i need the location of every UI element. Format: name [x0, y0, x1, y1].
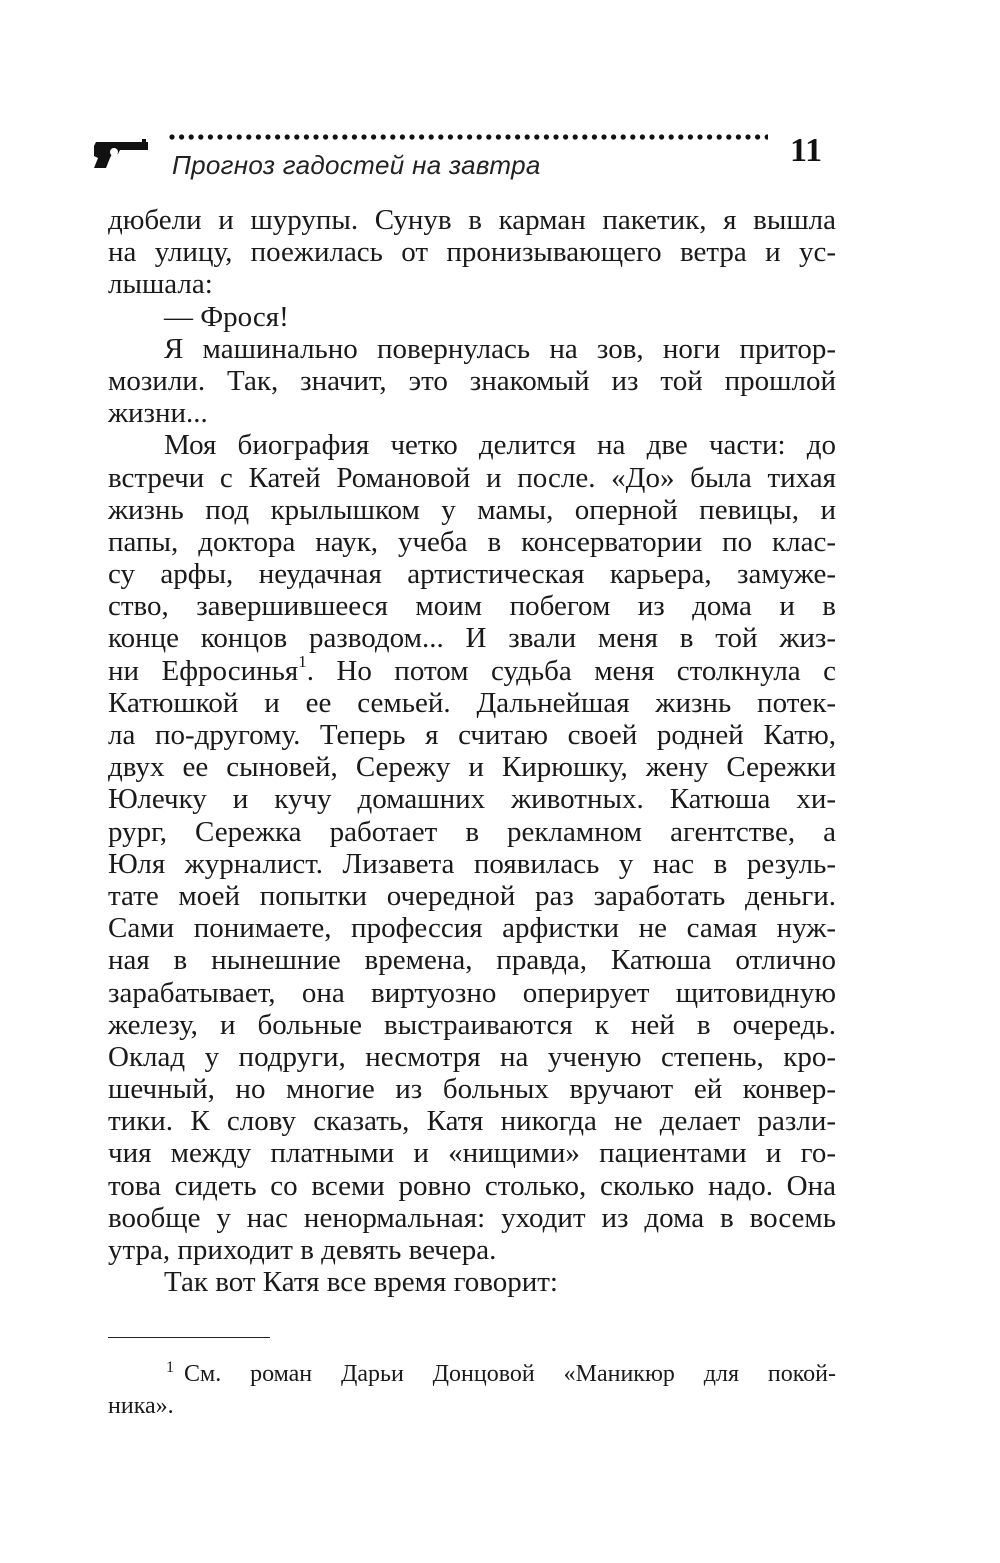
rule-dot: [429, 134, 434, 139]
rule-dot: [745, 134, 750, 139]
text-line: папы, доктора наук, учеба в консерватории по клас-: [108, 525, 836, 558]
rule-dot: [265, 134, 270, 139]
rule-dot: [448, 134, 453, 139]
footnote-line: [108, 1358, 836, 1390]
rule-dot: [553, 134, 558, 139]
rule-dot: [352, 134, 357, 139]
text-line: ла по-другому. Теперь я считаю своей родней Катю,: [108, 719, 836, 751]
page-number: 11: [790, 132, 823, 169]
revolver-icon: [90, 138, 152, 170]
text-line: чия между платными и «нищими» пациентами и го-: [108, 1137, 836, 1170]
rule-dot: [573, 134, 578, 139]
rule-dot: [592, 134, 597, 139]
rule-dot: [313, 134, 318, 139]
text-line: жизни...: [108, 397, 208, 430]
rule-dot: [765, 134, 768, 139]
rule-dot: [217, 134, 222, 139]
text-line: на улицу, поежилась от пронизывающего ветра и ус-: [108, 236, 836, 269]
text-line-with-footnote: [108, 651, 836, 687]
rule-dot: [582, 134, 587, 139]
text-line: Я машинально повернулась на зов, ноги притор-: [164, 332, 836, 365]
text-line: дюбели и шурупы. Сунув в карман пакетик, я вышла: [108, 204, 836, 236]
rule-dot: [227, 134, 232, 139]
rule-dot: [342, 134, 347, 139]
rule-dot: [457, 134, 462, 139]
footnote-line: ника».: [108, 1393, 174, 1419]
rule-dot: [640, 134, 645, 139]
rule-dot: [697, 134, 702, 139]
text-line: Так вот Катя все время говорит:: [164, 1266, 558, 1299]
text-line: зарабатывает, она виртуозно оперирует щитовидную: [108, 976, 836, 1009]
rule-dot: [477, 134, 482, 139]
rule-dot: [736, 134, 741, 139]
rule-dot: [189, 134, 194, 139]
text-line: рург, Сережка работает в рекламном агентстве, а: [108, 815, 836, 848]
rule-dot: [294, 134, 299, 139]
text-line: това сидеть со всеми ровно столько, сколько надо. Она: [108, 1169, 836, 1202]
text-line: Юля журналист. Лизавета появилась у нас в резуль-: [108, 847, 836, 880]
text-line: конце концов разводом... И звали меня в той жиз-: [108, 622, 836, 655]
dotted-rule: [168, 130, 768, 144]
rule-dot: [486, 134, 491, 139]
text-line: — Фрося!: [164, 300, 289, 333]
rule-dot: [621, 134, 626, 139]
rule-dot: [630, 134, 635, 139]
text-segment: ни Ефросинья: [108, 654, 299, 687]
text-line: ство, завершившееся моим побегом из дома и в: [108, 590, 836, 623]
running-head: [90, 128, 850, 188]
rule-dot: [438, 134, 443, 139]
rule-dot: [323, 134, 328, 139]
rule-dot: [505, 134, 510, 139]
footnote-mark: 1: [166, 1359, 174, 1376]
text-line: Моя биография четко делится на две части: до: [164, 429, 836, 462]
text-line: железу, и больные выстраиваются к ней в очередь.: [108, 1008, 836, 1041]
main-text: [108, 204, 836, 1298]
text-line: шечный, но многие из больных вручают ей конвер-: [108, 1073, 836, 1106]
text-line: утра, приходит в девять вечера.: [108, 1234, 497, 1266]
rule-dot: [726, 134, 731, 139]
rule-dot: [678, 134, 683, 139]
footnote-reference[interactable]: 1: [298, 651, 307, 671]
text-segment: . Но потом судьба меня столкнула с: [306, 654, 836, 687]
footnote-text: См. роман Дарьи Донцовой «Маникюр для покой-: [184, 1361, 836, 1387]
rule-dot: [534, 134, 539, 139]
rule-dot: [275, 134, 280, 139]
text-line: тики. К слову сказать, Катя никогда не делает разли-: [108, 1105, 836, 1138]
rule-dot: [246, 134, 251, 139]
rule-dot: [419, 134, 424, 139]
text-line: тате моей попытки очередной раз заработать деньги.: [108, 879, 836, 912]
rule-dot: [400, 134, 405, 139]
rule-dot: [525, 134, 530, 139]
rule-dot: [198, 134, 203, 139]
rule-dot: [515, 134, 520, 139]
rule-dot: [544, 134, 549, 139]
rule-dot: [208, 134, 213, 139]
rule-dot: [256, 134, 261, 139]
text-line: лышала:: [108, 268, 213, 301]
text-line: Юлечку и кучу домашних животных. Катюша хи-: [108, 783, 836, 816]
rule-dot: [649, 134, 654, 139]
rule-dot: [409, 134, 414, 139]
text-line: Катюшкой и ее семьей. Дальнейшая жизнь потек-: [108, 686, 836, 719]
rule-dot: [285, 134, 290, 139]
rule-dot: [361, 134, 366, 139]
text-line: мозили. Так, значит, это знакомый из той прошлой: [108, 364, 836, 397]
rule-dot: [659, 134, 664, 139]
rule-dot: [755, 134, 760, 139]
rule-dot: [179, 134, 184, 139]
rule-dot: [237, 134, 242, 139]
text-line: вообще у нас ненормальная: уходит из дома в восемь: [108, 1201, 836, 1234]
text-line: ная в нынешние времена, правда, Катюша отлично: [108, 944, 836, 977]
rule-dot: [467, 134, 472, 139]
rule-dot: [496, 134, 501, 139]
footnote: [108, 1358, 836, 1422]
rule-dot: [611, 134, 616, 139]
rule-dot: [390, 134, 395, 139]
rule-dot: [688, 134, 693, 139]
rule-dot: [669, 134, 674, 139]
text-line: жизнь под крылышком у мамы, оперной певицы, и: [108, 493, 836, 526]
footnote-separator: [108, 1337, 270, 1338]
rule-dot: [381, 134, 386, 139]
rule-dot: [563, 134, 568, 139]
rule-dot: [371, 134, 376, 139]
running-title: Прогноз гадостей на завтра: [172, 150, 541, 180]
text-line: двух ее сыновей, Сережу и Кирюшку, жену Сережки: [108, 751, 836, 784]
rule-dot: [333, 134, 338, 139]
text-line: Сами понимаете, профессия арфистки не самая нуж-: [108, 912, 836, 945]
rule-dot: [169, 134, 174, 139]
text-line: су арфы, неудачная артистическая карьера, замуже-: [108, 558, 836, 591]
rule-dot: [601, 134, 606, 139]
text-line: Оклад у подруги, несмотря на ученую степень, кро-: [108, 1040, 836, 1073]
text-line: встречи с Катей Романовой и после. «До» была тихая: [108, 461, 836, 494]
rule-dot: [304, 134, 309, 139]
rule-dot: [717, 134, 722, 139]
rule-dot: [707, 134, 712, 139]
